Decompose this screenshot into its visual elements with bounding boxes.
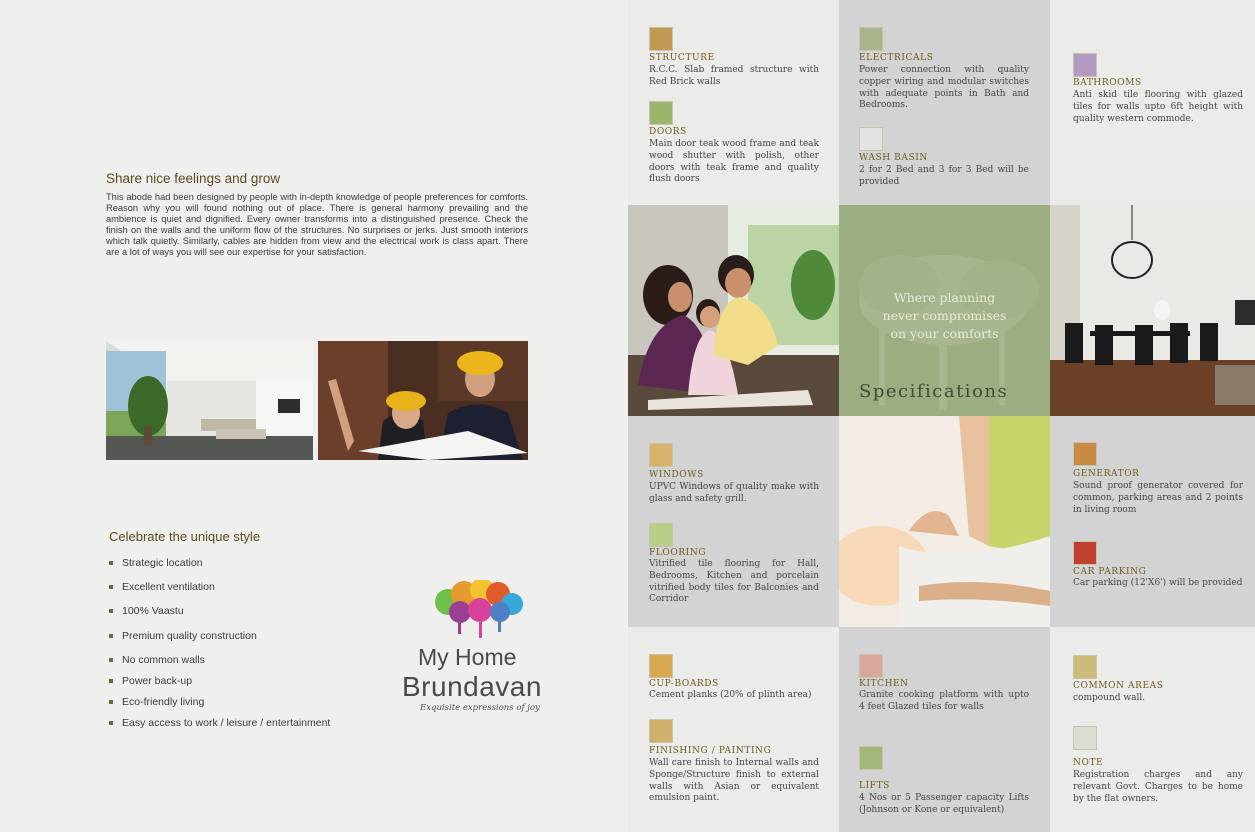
spec-title-common-areas: COMMON AREAS xyxy=(1073,681,1164,691)
tagline-line: never compromises xyxy=(882,308,1007,323)
spec-title-wash-basin: WASH BASIN xyxy=(859,153,928,163)
spec-title-bathrooms: BATHROOMS xyxy=(1073,78,1142,88)
spec-text-wash-basin: 2 for 2 Bed and 3 for 3 Bed will be provided xyxy=(859,165,1029,187)
bathrooms-icon xyxy=(1073,53,1097,77)
note-icon xyxy=(1073,726,1097,750)
list-item: Power back-up xyxy=(109,675,330,687)
list-item: No common walls xyxy=(109,654,330,666)
spec-title-kitchen: KITCHEN xyxy=(859,679,909,689)
spec-text-lifts: 4 Nos or 5 Passenger capacity Lifts (Johnson or Kone or equivalent) xyxy=(859,793,1029,815)
yoga-photo xyxy=(839,416,1050,627)
generator-icon xyxy=(1073,442,1097,466)
car-parking-icon xyxy=(1073,541,1097,565)
structure-icon xyxy=(649,27,673,51)
spec-text-kitchen: Granite cooking platform with upto 4 feet Glazed tiles for walls xyxy=(859,690,1029,712)
brand-name-line2: Brundavan xyxy=(402,671,542,702)
spec-title-car-parking: CAR PARKING xyxy=(1073,567,1147,577)
flooring-icon xyxy=(649,523,673,547)
banner-tagline xyxy=(839,289,1050,343)
spec-title-generator: GENERATOR xyxy=(1073,469,1140,479)
list-item: Eco-friendly living xyxy=(109,696,330,708)
lifts-icon xyxy=(859,746,883,770)
cupboards-icon xyxy=(649,654,673,678)
features-title: Celebrate the unique style xyxy=(109,529,261,544)
spec-text-cupboards: Cement planks (20% of plinth area) xyxy=(649,690,812,700)
family-photo xyxy=(628,205,839,416)
spec-text-flooring: Vitrified tile flooring for Hall, Bedrooms, Kitchen and porcelain vitrified body tiles for Balconies and Corridor xyxy=(649,559,819,605)
spec-title-note: NOTE xyxy=(1073,758,1104,768)
windows-icon xyxy=(649,443,673,467)
spec-text-car-parking: Car parking (12'X6') will be provided xyxy=(1073,578,1243,588)
doors-icon xyxy=(649,101,673,125)
brand-logo-icon xyxy=(430,580,526,640)
spec-title-doors: DOORS xyxy=(649,127,687,137)
tagline-line: on your comforts xyxy=(890,326,999,341)
finishing-icon xyxy=(649,719,673,743)
spec-title-finishing: FINISHING / PAINTING xyxy=(649,746,772,756)
specifications-banner xyxy=(839,205,1050,416)
architects-photo xyxy=(318,341,528,460)
intro-body: This abode had been designed by people with in-depth knowledge of people preferences for comforts. Reason why you will found nothing out of place. There is general harmony prevailing and the ambience is quiet and dignified. Every owner transforms into a distinguished presence. Check the finish on the walls and the uniform flow of the structures. No surprises or jerks. Just smooth interiors which talk quietly. Similarly, cables are hidden from view and the electrical work is class apart. There are a lot of ways you will see our expertise for your satisfaction. xyxy=(106,192,528,257)
spec-text-structure: R.C.C. Slab framed structure with Red Brick walls xyxy=(649,65,819,87)
spec-text-electricals: Power connection with quality copper wiring and modular switches with adequate points in Bath and Bedrooms. xyxy=(859,65,1029,111)
spec-title-cupboards: CUP-BOARDS xyxy=(649,679,719,689)
brand-name-line1: My Home xyxy=(418,644,517,670)
spec-text-common-areas: compound wall. xyxy=(1073,693,1146,703)
spec-text-finishing: Wall care finish to Internal walls and Sponge/Structure finish to external walls with Asian or equivalent emulsion paint. xyxy=(649,758,819,804)
brand-tagline: Exquisite expressions of joy xyxy=(420,703,540,713)
spec-title-structure: STRUCTURE xyxy=(649,53,715,63)
spec-text-doors: Main door teak wood frame and teak wood shutter with polish, other doors with teak frame and quality flush doors xyxy=(649,139,819,185)
spec-text-windows: UPVC Windows of quality make with glass and safety grill. xyxy=(649,482,819,504)
wash-basin-icon xyxy=(859,127,883,151)
kitchen-icon xyxy=(859,654,883,678)
spec-title-lifts: LIFTS xyxy=(859,781,890,791)
electricals-icon xyxy=(859,27,883,51)
spec-text-generator: Sound proof generator covered for common, parking areas and 2 points in living room xyxy=(1073,481,1243,515)
tagline-line: Where planning xyxy=(893,290,996,305)
spec-title-flooring: FLOORING xyxy=(649,548,707,558)
spec-text-note: Registration charges and any relevant Govt. Charges to be home by the flat owners. xyxy=(1073,770,1243,804)
list-item: Strategic location xyxy=(109,557,330,569)
intro-title: Share nice feelings and grow xyxy=(106,171,281,186)
list-item: Premium quality construction xyxy=(109,630,330,642)
spec-title-electricals: ELECTRICALS xyxy=(859,53,934,63)
list-item: 100% Vaastu xyxy=(109,605,330,617)
list-item: Easy access to work / leisure / entertainment xyxy=(109,717,330,729)
specifications-heading: Specifications xyxy=(859,381,1009,402)
spec-title-windows: WINDOWS xyxy=(649,470,704,480)
common-areas-icon xyxy=(1073,655,1097,679)
living-room-photo xyxy=(106,341,313,460)
dining-room-photo xyxy=(1050,205,1255,416)
list-item: Excellent ventilation xyxy=(109,581,330,593)
spec-text-bathrooms: Anti skid tile flooring with glazed tiles for walls upto 6ft height with quality western commode. xyxy=(1073,90,1243,124)
features-list xyxy=(109,557,330,729)
